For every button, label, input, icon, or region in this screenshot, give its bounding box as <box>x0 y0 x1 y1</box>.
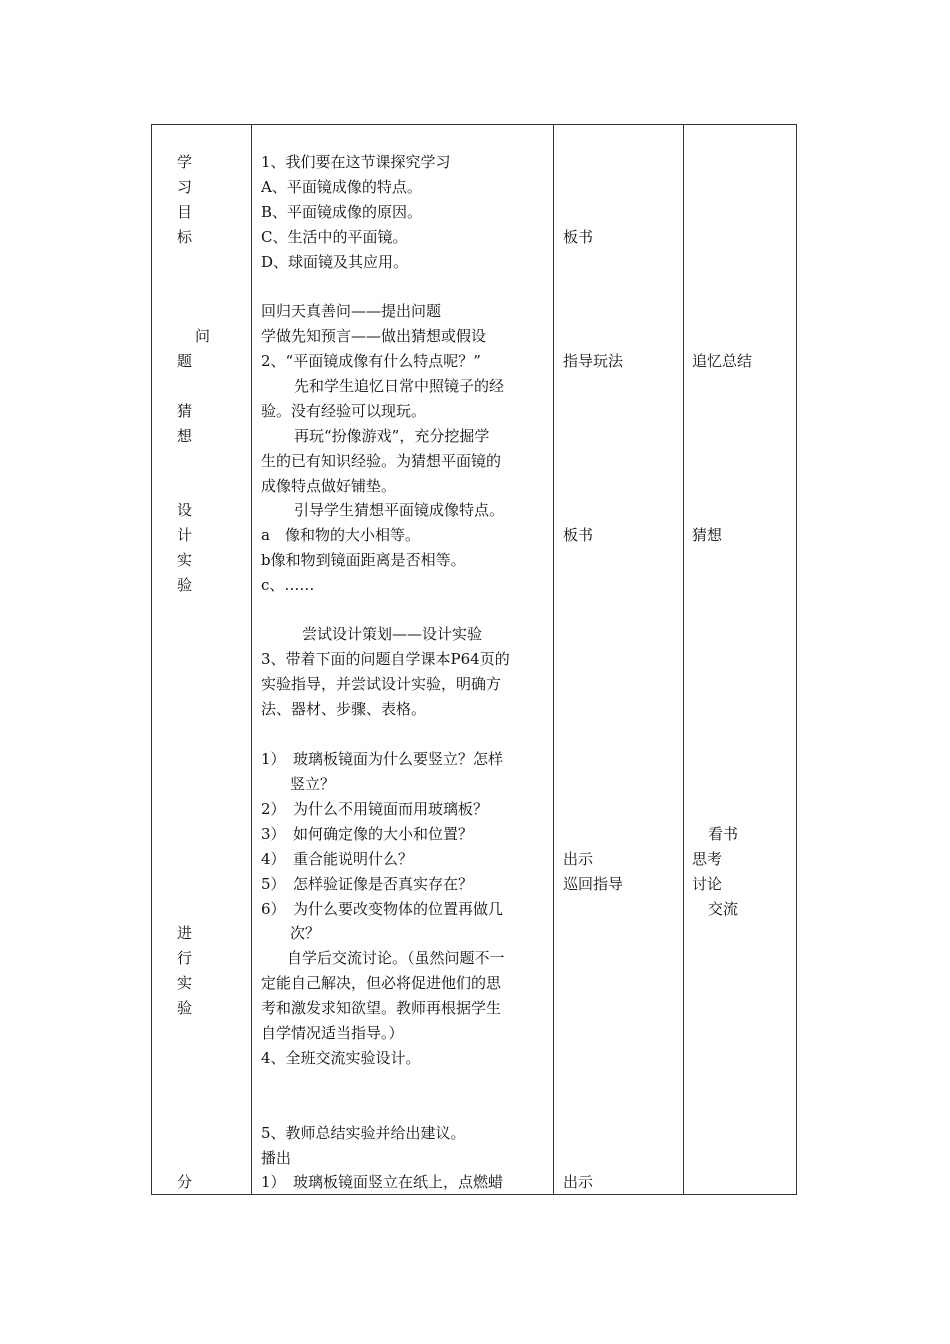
section-label: 计 <box>177 526 193 544</box>
section-label: 进 <box>177 924 193 942</box>
student-activity: 思考 <box>692 850 723 868</box>
content-line: 成像特点做好铺垫。 <box>261 477 397 495</box>
section-label: 学 <box>177 153 193 171</box>
column-divider <box>251 124 252 1195</box>
content-line: 回归天真善问——提出问题 <box>261 302 442 320</box>
section-label: 设 <box>177 501 193 519</box>
content-line: 6） 为什么要改变物体的位置再做几 <box>261 900 504 918</box>
content-line: 2、“平面镜成像有什么特点呢？” <box>261 352 481 370</box>
teacher-activity: 巡回指导 <box>563 875 624 893</box>
content-line: 引导学生猜想平面镜成像特点。 <box>294 501 505 519</box>
content-line: a 像和物的大小相等。 <box>261 526 420 544</box>
content-line: 验。没有经验可以现玩。 <box>261 402 427 420</box>
section-label: 猜 <box>177 402 193 420</box>
content-line: C、生活中的平面镜。 <box>261 228 408 246</box>
section-label: 想 <box>177 427 193 445</box>
section-label: 实 <box>177 551 193 569</box>
content-line: 4、全班交流实验设计。 <box>261 1049 421 1067</box>
content-line: c、…… <box>261 576 315 594</box>
section-label: 题 <box>177 352 193 370</box>
content-line: D、球面镜及其应用。 <box>261 253 409 271</box>
content-line: 尝试设计策划——设计实验 <box>302 625 483 643</box>
teacher-activity: 板书 <box>563 526 594 544</box>
content-line: 1） 玻璃板镜面竖立在纸上，点燃蜡 <box>261 1173 504 1191</box>
content-line: 学做先知预言——做出猜想或假设 <box>261 327 487 345</box>
section-label: 标 <box>177 228 193 246</box>
content-line: 1） 玻璃板镜面为什么要竖立？怎样 <box>261 750 504 768</box>
section-label: 实 <box>177 974 193 992</box>
content-line: 5、教师总结实验并给出建议。 <box>261 1124 466 1142</box>
content-line: 播出 <box>261 1149 292 1167</box>
content-line: 1、我们要在这节课探究学习 <box>261 153 451 171</box>
content-line: 生的已有知识经验。为猜想平面镜的 <box>261 452 502 470</box>
content-line: 自学情况适当指导。） <box>261 1024 404 1042</box>
content-line: 再玩“扮像游戏”，充分挖掘学 <box>294 427 490 445</box>
content-line: 先和学生追忆日常中照镜子的经 <box>294 377 505 395</box>
student-activity: 追忆总结 <box>692 352 753 370</box>
content-line: 5） 怎样验证像是否真实存在？ <box>261 875 474 893</box>
content-line: 定能自己解决，但必将促进他们的思 <box>261 974 502 992</box>
section-label: 验 <box>177 576 193 594</box>
content-line: 次？ <box>290 924 321 942</box>
content-line: 2） 为什么不用镜面而用玻璃板？ <box>261 800 489 818</box>
student-activity: 猜想 <box>692 526 723 544</box>
content-line: 实验指导，并尝试设计实验，明确方 <box>261 675 502 693</box>
content-line: 竖立？ <box>290 775 336 793</box>
student-activity: 讨论 <box>692 875 723 893</box>
content-line: 自学后交流讨论。（虽然问题不一 <box>287 949 505 967</box>
teacher-activity: 出示 <box>563 850 594 868</box>
section-label: 目 <box>177 203 193 221</box>
section-label: 习 <box>177 178 193 196</box>
teacher-activity: 指导玩法 <box>563 352 624 370</box>
content-line: B、平面镜成像的原因。 <box>261 203 423 221</box>
content-line: 3、带着下面的问题自学课本P64页的 <box>261 650 510 668</box>
student-activity: 看书 <box>708 825 739 843</box>
section-label: 问 <box>195 327 211 345</box>
content-line: 3） 如何确定像的大小和位置？ <box>261 825 474 843</box>
content-line: A、平面镜成像的特点。 <box>261 178 422 196</box>
content-line: b像和物到镜面距离是否相等。 <box>261 551 466 569</box>
student-activity: 交流 <box>708 900 739 918</box>
section-label: 行 <box>177 949 193 967</box>
section-label: 验 <box>177 999 193 1017</box>
section-label: 分 <box>177 1173 193 1191</box>
content-line: 4） 重合能说明什么？ <box>261 850 414 868</box>
teacher-activity: 板书 <box>563 228 594 246</box>
content-line: 法、器材、步骤、表格。 <box>261 700 427 718</box>
column-divider <box>683 124 684 1195</box>
content-line: 考和激发求知欲望。教师再根据学生 <box>261 999 502 1017</box>
teacher-activity: 出示 <box>563 1173 594 1191</box>
column-divider <box>553 124 554 1195</box>
